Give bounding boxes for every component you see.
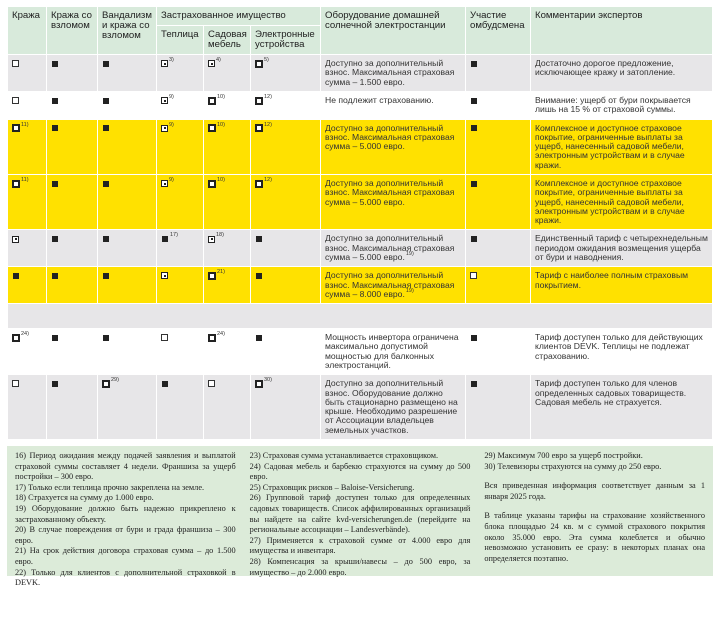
coverage-dot-icon xyxy=(161,60,168,67)
header-solar: Оборудование домашней солнечной электростанции xyxy=(321,7,466,55)
coverage-cell xyxy=(8,55,47,92)
footnotes-col-1 xyxy=(15,450,236,588)
footnote-ref: 21) xyxy=(217,269,225,276)
coverage-cell xyxy=(251,175,321,230)
coverage-full-icon xyxy=(471,236,477,242)
ombudsman-cell xyxy=(466,375,531,440)
coverage-full-icon xyxy=(471,125,477,131)
coverage-full-icon xyxy=(471,381,477,387)
coverage-frame-icon xyxy=(255,60,263,68)
coverage-dot-icon xyxy=(208,60,215,67)
coverage-cell xyxy=(251,230,321,267)
coverage-full-icon xyxy=(52,335,58,341)
coverage-frame-icon xyxy=(12,124,20,132)
table-row xyxy=(8,230,713,267)
ombudsman-cell xyxy=(466,92,531,120)
coverage-full-icon xyxy=(103,61,109,67)
coverage-frame-icon xyxy=(255,180,263,188)
footnote-ref: 17) xyxy=(170,232,178,239)
footnote-ref: 12) xyxy=(264,94,272,101)
footnote-ref: 18) xyxy=(216,232,224,239)
coverage-full-icon xyxy=(256,335,262,341)
solar-text: Доступно за дополнительный взнос. Максимальная страховая сумма – 5.000 евро. xyxy=(325,233,455,262)
footnote: 23) Страховая сумма устанавливается страховщиком. xyxy=(249,450,439,460)
solar-text: Доступно за дополнительный взнос. Максимальная страховая сумма – 8.000 евро. xyxy=(325,270,455,299)
coverage-cell xyxy=(98,119,157,174)
footnote: 18) Страхуется на сумму до 1.000 евро. xyxy=(15,493,154,503)
coverage-cell xyxy=(157,375,204,440)
footnote: 22) Только для клиентов с дополнительной страховкой в DEVK. xyxy=(15,567,236,588)
footnote-ref: 10) xyxy=(217,121,225,128)
footnote-ref: 10) xyxy=(217,94,225,101)
coverage-full-icon xyxy=(52,381,58,387)
insurance-comparison xyxy=(7,6,713,588)
coverage-cell xyxy=(204,55,251,92)
coverage-frame-icon xyxy=(208,334,216,342)
coverage-cell xyxy=(8,329,47,375)
footnote-ref: 19) xyxy=(405,250,414,257)
coverage-frame-icon xyxy=(208,180,216,188)
comment-cell: Комплексное и доступное страховое покрытие, ограниченные выплаты за ущерб, нанесенный садовой мебели, электронным устройствам и в случае кражи. xyxy=(531,175,713,230)
footnote: 19) Оборудование должно быть надежно прикреплено к застрахованному объекту. xyxy=(15,503,236,524)
coverage-cell xyxy=(251,119,321,174)
coverage-cell xyxy=(157,175,204,230)
footnote-ref: 9) xyxy=(169,94,174,101)
coverage-empty-icon xyxy=(470,272,477,279)
solar-text: Доступно за дополнительный взнос. Оборудование должно быть стационарно размещено на крыше. Необходимо разрешение от Ассоциации владельцев земельных участков. xyxy=(325,378,458,435)
footnote: 25) Страховщик рисков – Baloise-Versicherung. xyxy=(249,482,415,492)
coverage-full-icon xyxy=(256,273,262,279)
footnote: 24) Садовая мебель и барбекю страхуются на сумму до 500 евро. xyxy=(249,461,471,482)
solar-cell xyxy=(321,55,466,92)
coverage-empty-icon xyxy=(12,380,19,387)
coverage-cell xyxy=(157,92,204,120)
coverage-full-icon xyxy=(52,236,58,242)
footnotes-col-2 xyxy=(249,450,471,577)
coverage-cell xyxy=(47,119,98,174)
coverage-empty-icon xyxy=(208,380,215,387)
coverage-cell xyxy=(204,175,251,230)
solar-cell xyxy=(321,375,466,440)
table-row xyxy=(8,119,713,174)
ombudsman-cell xyxy=(466,55,531,92)
footnote-ref: 9) xyxy=(169,121,174,128)
footnotes xyxy=(7,446,713,588)
coverage-cell xyxy=(8,119,47,174)
footnote-ref: 30) xyxy=(264,377,272,384)
footnote: 17) Только если теплица прочно закреплена на земле. xyxy=(15,482,205,492)
coverage-cell xyxy=(47,92,98,120)
solar-cell xyxy=(321,230,466,267)
coverage-cell xyxy=(157,230,204,267)
table-row xyxy=(8,55,713,92)
coverage-cell xyxy=(157,267,204,304)
coverage-full-icon xyxy=(103,273,109,279)
coverage-cell xyxy=(251,92,321,120)
coverage-cell xyxy=(47,55,98,92)
coverage-full-icon xyxy=(52,61,58,67)
header-comments: Комментарии экспертов xyxy=(531,7,713,55)
coverage-cell xyxy=(98,55,157,92)
coverage-cell xyxy=(98,375,157,440)
coverage-cell xyxy=(251,375,321,440)
footnotes-col-3 xyxy=(484,451,705,572)
ombudsman-cell xyxy=(466,329,531,375)
footnote-ref: 29) xyxy=(111,377,119,384)
coverage-dot-icon xyxy=(161,97,168,104)
header-insured-property: Застрахованное имущество xyxy=(157,7,321,26)
coverage-full-icon xyxy=(162,236,168,242)
coverage-cell xyxy=(47,329,98,375)
header-electronics: Электронные устройства xyxy=(251,26,321,55)
footnote-ref: 11) xyxy=(21,121,29,128)
coverage-cell xyxy=(251,329,321,375)
footnote-ref: 12) xyxy=(264,177,272,183)
table-row xyxy=(8,175,713,230)
coverage-full-icon xyxy=(103,181,109,187)
coverage-cell xyxy=(204,119,251,174)
table-row xyxy=(8,92,713,120)
table-row xyxy=(8,329,713,375)
coverage-cell xyxy=(204,230,251,267)
coverage-full-icon xyxy=(103,236,109,242)
coverage-cell xyxy=(157,119,204,174)
footnote: 26) Групповой тариф доступен только для определенных садовых товариществ. Список аффилированных организаций вы найдете на сайте kvd-versicherungen.de (перейдите на региональные ассоциации – Landesverbände). xyxy=(249,493,471,535)
coverage-frame-icon xyxy=(12,334,20,342)
coverage-cell xyxy=(47,175,98,230)
coverage-cell xyxy=(8,230,47,267)
solar-text: Не подлежит страхованию. xyxy=(325,95,434,106)
header-ombudsman: Участие омбудсмена xyxy=(466,7,531,55)
coverage-full-icon xyxy=(471,98,477,104)
solar-text: Мощность инвертора ограничена максимально допустимой мощностью для балконных электростанций. xyxy=(325,332,459,370)
coverage-frame-icon xyxy=(208,97,216,105)
solar-cell xyxy=(321,175,466,230)
coverage-dot-icon xyxy=(161,180,168,187)
coverage-cell xyxy=(47,230,98,267)
table-body xyxy=(8,55,713,440)
ombudsman-cell xyxy=(466,267,531,304)
table-row xyxy=(8,304,713,329)
comment-cell: Внимание: ущерб от бури покрывается лишь на 15 % от страховой суммы. xyxy=(531,92,713,120)
footnote-ref: 4) xyxy=(216,57,221,64)
coverage-cell xyxy=(204,375,251,440)
coverage-cell xyxy=(157,329,204,375)
coverage-full-icon xyxy=(471,335,477,341)
coverage-cell xyxy=(251,267,321,304)
coverage-cell xyxy=(204,92,251,120)
coverage-cell xyxy=(98,267,157,304)
coverage-full-icon xyxy=(52,181,58,187)
footnote: 20) В случае повреждения от бури и града франшиза – 300 евро. xyxy=(15,525,236,545)
footnote: 27) Применяется к страховой сумме от 4.000 евро для имущества и инвентаря. xyxy=(249,535,471,556)
coverage-frame-icon xyxy=(12,180,20,188)
coverage-full-icon xyxy=(52,98,58,104)
table-row xyxy=(8,267,713,304)
coverage-frame-icon xyxy=(255,380,263,388)
coverage-cell xyxy=(98,175,157,230)
coverage-cell xyxy=(8,175,47,230)
coverage-cell xyxy=(204,267,251,304)
footnote-ref: 19) xyxy=(405,287,414,294)
coverage-cell xyxy=(47,267,98,304)
coverage-cell xyxy=(47,375,98,440)
coverage-frame-icon xyxy=(208,272,216,280)
footnote-ref: 11) xyxy=(21,177,29,183)
coverage-dot-icon xyxy=(12,236,19,243)
comment-cell: Тариф доступен только для действующих клиентов DEVK. Теплицы не подлежат страхованию. xyxy=(531,329,713,375)
coverage-full-icon xyxy=(471,181,477,187)
comment-cell: Единственный тариф с четырехнедельным периодом ожидания возмещения ущерба от бури и наводнения. xyxy=(531,230,713,267)
footnote-ref: 3) xyxy=(169,57,174,64)
footnote-ref: 10) xyxy=(217,177,225,183)
solar-cell xyxy=(321,267,466,304)
coverage-cell xyxy=(98,329,157,375)
coverage-frame-icon xyxy=(255,124,263,132)
date-note: Вся приведенная информация соответствует данным за 1 января 2025 года. xyxy=(484,481,706,501)
solar-text: Доступно за дополнительный взнос. Максимальная страховая сумма – 5.000 евро. xyxy=(325,178,455,207)
header-garden-furniture: Садовая мебель xyxy=(204,26,251,55)
coverage-full-icon xyxy=(471,61,477,67)
solar-cell xyxy=(321,329,466,375)
coverage-full-icon xyxy=(103,125,109,131)
coverage-dot-icon xyxy=(161,125,168,132)
solar-text: Доступно за дополнительный взнос. Максимальная страховая сумма – 5.000 евро. xyxy=(325,122,455,152)
header-theft: Кража xyxy=(8,7,47,55)
solar-cell xyxy=(321,92,466,120)
footnote: 30) Телевизоры страхуются на сумму до 250 евро. xyxy=(484,461,662,471)
footnote-ref: 24) xyxy=(217,331,225,338)
coverage-cell xyxy=(204,329,251,375)
coverage-cell xyxy=(98,230,157,267)
footnote: 21) На срок действия договора страховая сумма – до 1.500 евро. xyxy=(15,546,236,566)
coverage-cell xyxy=(157,55,204,92)
footnote-ref: 9) xyxy=(169,177,174,183)
footnote: 16) Период ожидания между подачей заявления и выплатой страховой суммы составляет 4 недели. Франшиза за ущерб постройки – 300 евро. xyxy=(15,450,236,482)
coverage-empty-icon xyxy=(12,97,19,104)
coverage-dot-icon xyxy=(161,272,168,279)
ombudsman-cell xyxy=(466,119,531,174)
coverage-cell xyxy=(251,55,321,92)
coverage-cell xyxy=(8,92,47,120)
coverage-frame-icon xyxy=(208,124,216,132)
solar-text: Доступно за дополнительный взнос. Максимальная страховая сумма – 1.500 евро. xyxy=(325,58,455,87)
coverage-empty-icon xyxy=(161,334,168,341)
coverage-cell xyxy=(8,267,47,304)
footnote: 28) Компенсация за крыши/навесы – до 500 евро, за имущество – до 2.000 евро. xyxy=(249,557,471,577)
coverage-full-icon xyxy=(52,273,58,279)
header-vandalism: Вандализм и кража со взломом xyxy=(98,7,157,55)
coverage-full-icon xyxy=(52,125,58,131)
spacer-cell xyxy=(8,304,713,329)
coverage-empty-icon xyxy=(12,60,19,67)
coverage-frame-icon xyxy=(102,380,110,388)
coverage-full-icon xyxy=(103,335,109,341)
coverage-full-icon xyxy=(13,273,19,279)
coverage-cell xyxy=(98,92,157,120)
table-note: В таблице указаны тарифы на страхование хозяйственного блока площадью 24 кв. м с суммой страхового покрытия около 35.000 евро. Эта сумма колеблется и обычно невозможно установить ее сразу: в некоторых планах она определяется поэтапно. xyxy=(484,511,706,563)
footnote-ref: 5) xyxy=(264,57,269,64)
footnote-ref: 12) xyxy=(264,121,272,128)
ombudsman-cell xyxy=(466,175,531,230)
footnote-ref: 24) xyxy=(21,331,29,338)
comment-cell: Тариф с наиболее полным страховым покрытием. xyxy=(531,267,713,304)
comparison-table xyxy=(7,6,713,440)
coverage-frame-icon xyxy=(255,97,263,105)
table-row xyxy=(8,375,713,440)
coverage-cell xyxy=(8,375,47,440)
coverage-dot-icon xyxy=(208,236,215,243)
solar-cell xyxy=(321,119,466,174)
coverage-full-icon xyxy=(103,98,109,104)
coverage-full-icon xyxy=(256,236,262,242)
comment-cell: Комплексное и доступное страховое покрытие, ограниченные выплаты за ущерб, нанесенный садовой мебели, электронным устройствам и в случае кражи. xyxy=(531,119,713,174)
comment-cell: Тариф доступен только для членов определенных садовых товариществ. Садовая мебель не страхуется. xyxy=(531,375,713,440)
header-burglary: Кража со взломом xyxy=(47,7,98,55)
coverage-full-icon xyxy=(162,381,168,387)
comment-cell: Достаточно дорогое предложение, исключающее кражу и затопление. xyxy=(531,55,713,92)
footnote: 29) Максимум 700 евро за ущерб постройки. xyxy=(484,450,643,460)
ombudsman-cell xyxy=(466,230,531,267)
header-greenhouse: Теплица xyxy=(157,26,204,55)
